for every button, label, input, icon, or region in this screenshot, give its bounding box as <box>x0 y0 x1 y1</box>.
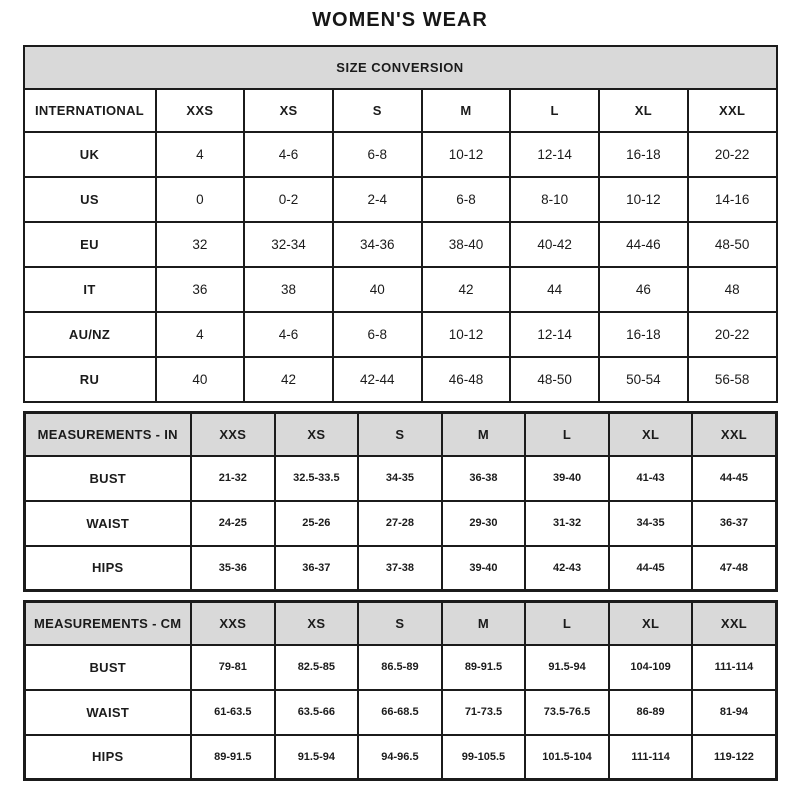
table-row <box>24 177 777 222</box>
table-cell: 32.5-33.5 <box>275 456 359 501</box>
table-cell: 0 <box>156 177 245 222</box>
table-cell: 20-22 <box>688 132 777 177</box>
table-cell: 12-14 <box>510 312 599 357</box>
table-cell: 91.5-94 <box>525 645 609 690</box>
table-cell: 8-10 <box>510 177 599 222</box>
row-label: HIPS <box>24 735 191 780</box>
table-row <box>24 312 777 357</box>
table-cell: 36-37 <box>275 546 359 591</box>
table-cell: 48 <box>688 267 777 312</box>
column-header: L <box>525 413 609 456</box>
table-cell: 48-50 <box>688 222 777 267</box>
table-cell: 82.5-85 <box>275 645 359 690</box>
column-header: XL <box>599 89 688 132</box>
table-row <box>24 357 777 402</box>
row-label: AU/NZ <box>24 312 156 357</box>
table-row <box>24 267 777 312</box>
table-cell: 44-46 <box>599 222 688 267</box>
table-cell: 111-114 <box>609 735 693 780</box>
column-header: XS <box>244 89 333 132</box>
table-cell: 34-35 <box>358 456 442 501</box>
tables-container <box>0 45 800 781</box>
row-label: BUST <box>24 645 191 690</box>
table-cell: 104-109 <box>609 645 693 690</box>
table-cell: 40 <box>333 267 422 312</box>
table-cell: 24-25 <box>191 501 275 546</box>
table-row <box>24 645 776 690</box>
table-cell: 39-40 <box>442 546 526 591</box>
table-cell: 91.5-94 <box>275 735 359 780</box>
table-cell: 4 <box>156 312 245 357</box>
table-cell: 89-91.5 <box>191 735 275 780</box>
measurements-in-table <box>23 411 778 592</box>
column-header: L <box>510 89 599 132</box>
row-label: BUST <box>24 456 191 501</box>
table-cell: 86.5-89 <box>358 645 442 690</box>
table-row <box>24 222 777 267</box>
table-cell: 34-35 <box>609 501 693 546</box>
table-cell: 37-38 <box>358 546 442 591</box>
table-cell: 32 <box>156 222 245 267</box>
column-header: XXL <box>692 602 776 645</box>
table-cell: 66-68.5 <box>358 690 442 735</box>
table-cell: 10-12 <box>422 312 511 357</box>
table-cell: 89-91.5 <box>442 645 526 690</box>
table-title-cell: MEASUREMENTS - CM <box>24 602 191 645</box>
table-cell: 86-89 <box>609 690 693 735</box>
row-label: WAIST <box>24 501 191 546</box>
table-cell: 41-43 <box>609 456 693 501</box>
row-label: WAIST <box>24 690 191 735</box>
table-cell: 44 <box>510 267 599 312</box>
table-cell: 2-4 <box>333 177 422 222</box>
table-cell: 42 <box>244 357 333 402</box>
table-cell: 48-50 <box>510 357 599 402</box>
table-cell: 94-96.5 <box>358 735 442 780</box>
column-header: M <box>442 602 526 645</box>
column-header: S <box>358 413 442 456</box>
table-cell: 40-42 <box>510 222 599 267</box>
table-cell: 99-105.5 <box>442 735 526 780</box>
table-row <box>24 690 776 735</box>
table-cell: 38-40 <box>422 222 511 267</box>
table-cell: 12-14 <box>510 132 599 177</box>
column-header: M <box>422 89 511 132</box>
table-cell: 47-48 <box>692 546 776 591</box>
table-cell: 71-73.5 <box>442 690 526 735</box>
column-header: XXS <box>191 413 275 456</box>
table-cell: 16-18 <box>599 132 688 177</box>
table-row <box>24 456 776 501</box>
table-cell: 10-12 <box>422 132 511 177</box>
table-row <box>24 132 777 177</box>
row-label: US <box>24 177 156 222</box>
table-row <box>24 546 776 591</box>
column-header: XL <box>609 413 693 456</box>
table-cell: 73.5-76.5 <box>525 690 609 735</box>
table-cell: 29-30 <box>442 501 526 546</box>
column-header: XXL <box>692 413 776 456</box>
table-banner: SIZE CONVERSION <box>24 46 777 89</box>
table-cell: 36-38 <box>442 456 526 501</box>
table-cell: 38 <box>244 267 333 312</box>
table-cell: 111-114 <box>692 645 776 690</box>
table-cell: 27-28 <box>358 501 442 546</box>
table-cell: 63.5-66 <box>275 690 359 735</box>
row-label: IT <box>24 267 156 312</box>
table-cell: 36 <box>156 267 245 312</box>
table-cell: 20-22 <box>688 312 777 357</box>
table-cell: 16-18 <box>599 312 688 357</box>
table-title-cell: INTERNATIONAL <box>24 89 156 132</box>
column-header: XXS <box>191 602 275 645</box>
table-cell: 36-37 <box>692 501 776 546</box>
table-cell: 34-36 <box>333 222 422 267</box>
column-header: S <box>358 602 442 645</box>
column-header: XL <box>609 602 693 645</box>
row-label: HIPS <box>24 546 191 591</box>
row-label: EU <box>24 222 156 267</box>
table-row <box>24 735 776 780</box>
table-cell: 25-26 <box>275 501 359 546</box>
table-cell: 32-34 <box>244 222 333 267</box>
table-cell: 0-2 <box>244 177 333 222</box>
table-cell: 61-63.5 <box>191 690 275 735</box>
column-header: XS <box>275 602 359 645</box>
row-label: UK <box>24 132 156 177</box>
table-cell: 4-6 <box>244 132 333 177</box>
table-cell: 6-8 <box>333 312 422 357</box>
size-conversion-table <box>23 45 778 403</box>
table-cell: 101.5-104 <box>525 735 609 780</box>
table-cell: 10-12 <box>599 177 688 222</box>
table-cell: 4-6 <box>244 312 333 357</box>
table-cell: 81-94 <box>692 690 776 735</box>
page-title: WOMEN'S WEAR <box>312 9 488 31</box>
table-cell: 14-16 <box>688 177 777 222</box>
table-cell: 39-40 <box>525 456 609 501</box>
table-cell: 79-81 <box>191 645 275 690</box>
table-row <box>24 501 776 546</box>
column-header: L <box>525 602 609 645</box>
column-header: S <box>333 89 422 132</box>
table-cell: 42 <box>422 267 511 312</box>
table-cell: 6-8 <box>422 177 511 222</box>
column-header: XXS <box>156 89 245 132</box>
column-header: XXL <box>688 89 777 132</box>
table-cell: 21-32 <box>191 456 275 501</box>
table-cell: 46 <box>599 267 688 312</box>
column-header: XS <box>275 413 359 456</box>
table-cell: 35-36 <box>191 546 275 591</box>
table-cell: 46-48 <box>422 357 511 402</box>
row-label: RU <box>24 357 156 402</box>
table-cell: 44-45 <box>692 456 776 501</box>
table-cell: 42-43 <box>525 546 609 591</box>
table-cell: 42-44 <box>333 357 422 402</box>
table-cell: 40 <box>156 357 245 402</box>
table-cell: 31-32 <box>525 501 609 546</box>
column-header: M <box>442 413 526 456</box>
measurements-cm-table <box>23 600 778 781</box>
table-cell: 56-58 <box>688 357 777 402</box>
table-cell: 4 <box>156 132 245 177</box>
table-title-cell: MEASUREMENTS - IN <box>24 413 191 456</box>
table-cell: 44-45 <box>609 546 693 591</box>
table-cell: 119-122 <box>692 735 776 780</box>
table-cell: 6-8 <box>333 132 422 177</box>
table-cell: 50-54 <box>599 357 688 402</box>
